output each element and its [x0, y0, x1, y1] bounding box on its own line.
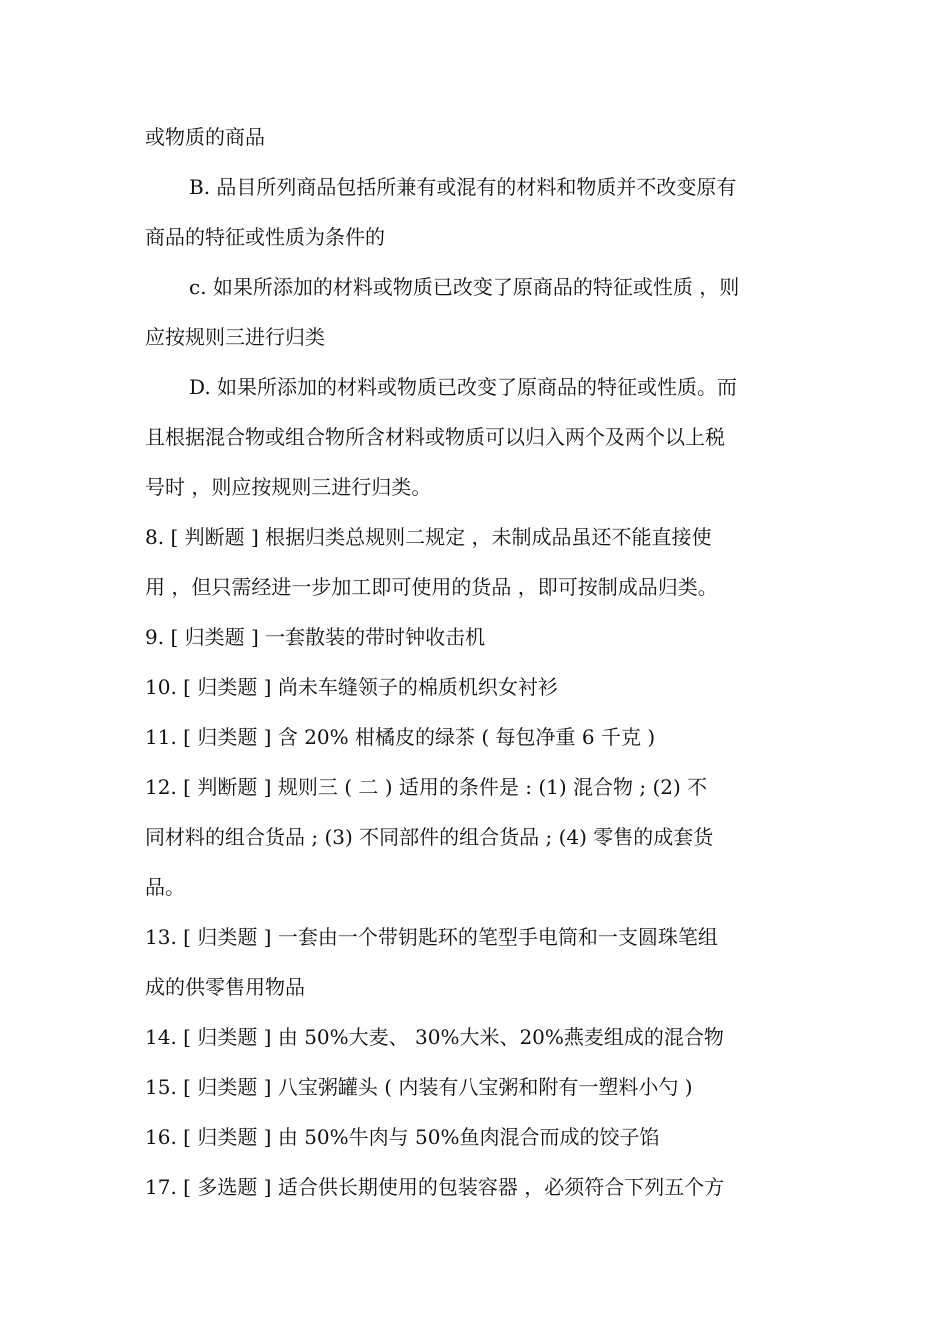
question-17: 17. [ 多选题 ] 适合供长期使用的包装容器 ，必须符合下列五个方 — [145, 1175, 725, 1199]
document-body — [145, 112, 807, 1212]
question-16: 16. [ 归类题 ] 由 50%牛肉与 50%鱼肉混合而成的饺子馅 — [145, 1125, 660, 1149]
question-10: 10. [ 归类题 ] 尚未车缝领子的棉质机织女衬衫 — [145, 675, 558, 699]
text-line: 应按规则三进行归类 — [145, 325, 325, 349]
text-line: 或物质的商品 — [145, 125, 265, 149]
question-8: 8. [ 判断题 ] 根据归类总规则二规定 ，未制成品虽还不能直接使 — [145, 525, 712, 549]
text-line: 商品的特征或性质为条件的 — [145, 225, 385, 249]
option-d-line: D. 如果所添加的材料或物质已改变了原商品的特征或性质。而 — [189, 375, 738, 399]
text-line: 且根据混合物或组合物所含材料或物质可以归入两个及两个以上税 — [145, 425, 725, 449]
text-line: 品。 — [145, 875, 185, 899]
option-b-line: B. 品目所列商品包括所兼有或混有的材料和物质并不改变原有 — [189, 175, 737, 199]
text-line: 号时 ，则应按规则三进行归类。 — [145, 475, 432, 499]
question-12: 12. [ 判断题 ] 规则三 ( 二 ) 适用的条件是 : (1) 混合物 ; (2) 不 — [145, 775, 708, 799]
option-c-line: c. 如果所添加的材料或物质已改变了原商品的特征或性质 ，则 — [189, 275, 740, 299]
question-9: 9. [ 归类题 ] 一套散装的带时钟收击机 — [145, 625, 486, 649]
question-11: 11. [ 归类题 ] 含 20% 柑橘皮的绿茶 ( 每包净重 6 千克 ) — [145, 725, 656, 749]
question-14: 14. [ 归类题 ] 由 50%大麦、 30%大米、20%燕麦组成的混合物 — [145, 1025, 724, 1049]
question-13: 13. [ 归类题 ] 一套由一个带钥匙环的笔型手电筒和一支圆珠笔组 — [145, 925, 718, 949]
text-line: 同材料的组合货品 ; (3) 不同部件的组合货品 ; (4) 零售的成套货 — [145, 825, 714, 849]
question-15: 15. [ 归类题 ] 八宝粥罐头 ( 内装有八宝粥和附有一塑料小勺 ) — [145, 1075, 693, 1099]
text-line: 成的供零售用物品 — [145, 975, 305, 999]
text-line: 用 ，但只需经进一步加工即可使用的货品 ，即可按制成品归类。 — [145, 575, 718, 599]
